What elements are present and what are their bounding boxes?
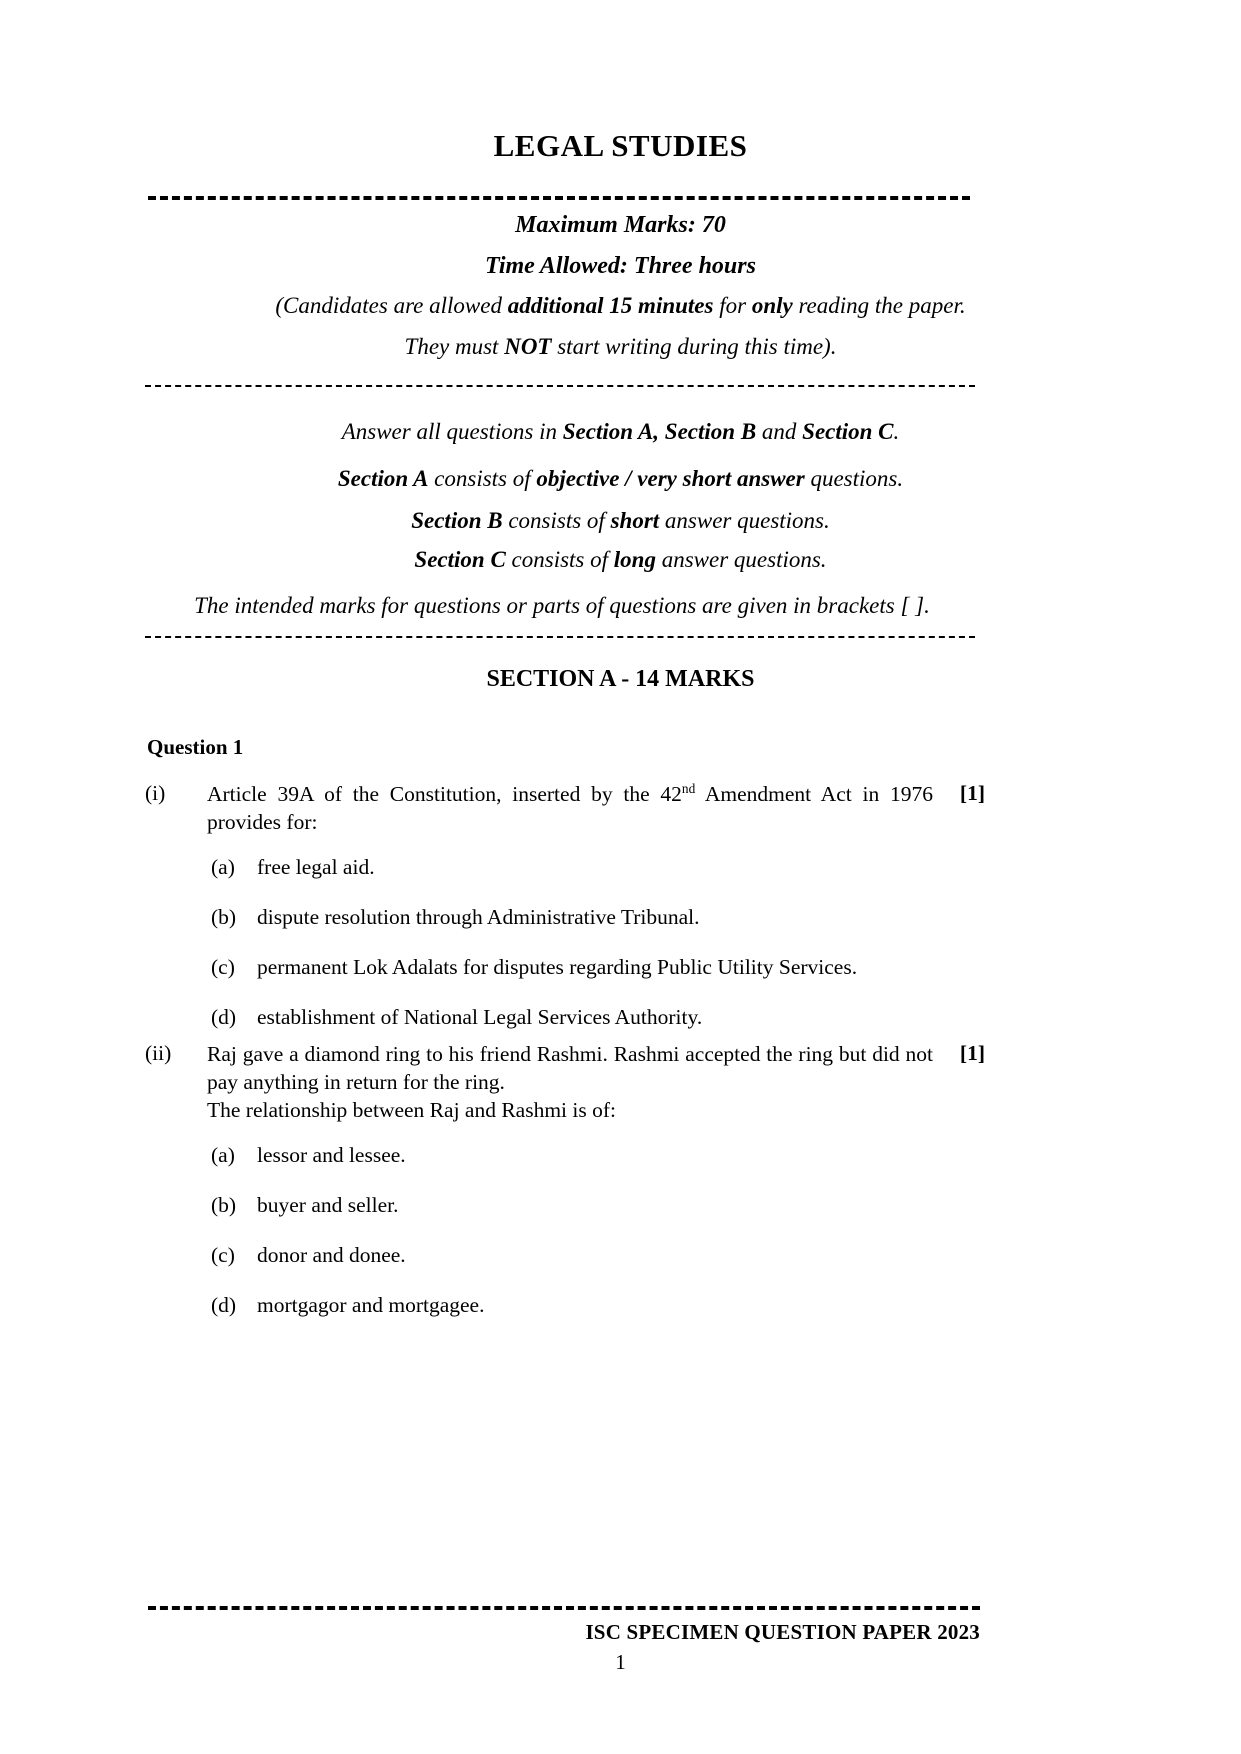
answer-all-text-e: .: [893, 419, 900, 444]
option-text: establishment of National Legal Services Authority.: [257, 1004, 703, 1029]
question-i-mark: [1]: [959, 781, 985, 805]
question-ii-options: [207, 1125, 937, 1318]
candidates-text-1d: only: [751, 293, 793, 318]
section-b-kind: short: [610, 508, 660, 533]
option-text: buyer and seller.: [257, 1192, 399, 1217]
option-item[interactable]: [207, 1243, 933, 1268]
section-c-label: Section C: [414, 547, 506, 572]
question-i-superscript: nd: [681, 780, 696, 796]
question-ii-mark: [1]: [959, 1041, 985, 1065]
option-letter: (c): [211, 954, 235, 979]
candidates-text-1e: reading the paper.: [792, 293, 966, 318]
section-a-kind: objective / very short answer: [536, 466, 805, 491]
option-text: free legal aid.: [257, 854, 375, 879]
candidates-instruction-line-2: [0, 334, 1241, 360]
section-c-mid: consists of: [505, 547, 614, 572]
section-b-end: answer questions.: [659, 508, 830, 533]
question-ii-row: [145, 1041, 985, 1125]
top-divider: [148, 196, 970, 200]
question-i-text-a: Article 39A of the Constitution, inserted by the 42: [207, 782, 682, 806]
question-label: Question 1: [147, 735, 244, 759]
option-letter: (a): [211, 854, 235, 879]
section-b-instruction: [0, 508, 1241, 534]
maximum-marks-line: Maximum Marks: 70: [515, 212, 726, 238]
answer-all-text-c: and: [756, 419, 803, 444]
section-a-label: Section A: [337, 466, 429, 491]
option-item[interactable]: [207, 1293, 933, 1318]
section-a-end: questions.: [804, 466, 904, 491]
option-letter: (c): [211, 1242, 235, 1267]
question-i-body: [207, 781, 937, 837]
candidates-text-1a: (Candidates are allowed: [275, 293, 508, 318]
option-letter: (b): [211, 1192, 237, 1217]
candidates-instruction-line-1: [0, 293, 1241, 319]
question-i-options-row: [145, 837, 985, 1030]
option-letter: (d): [211, 1004, 237, 1029]
section-a-mid: consists of: [428, 466, 537, 491]
option-list: [207, 855, 933, 1030]
header-divider: [145, 385, 975, 387]
option-item[interactable]: [207, 905, 933, 930]
section-b-label: Section B: [411, 508, 503, 533]
question-i-text: [207, 781, 933, 837]
candidates-text-2b: NOT: [504, 334, 552, 359]
option-text: mortgagor and mortgagee.: [257, 1292, 485, 1317]
section-c-instruction: [0, 547, 1241, 573]
option-item[interactable]: [207, 855, 933, 880]
option-letter: (a): [211, 1142, 235, 1167]
section-a-instruction: [0, 466, 1241, 492]
answer-all-text-d: Section C: [802, 419, 894, 444]
page-title: LEGAL STUDIES: [493, 128, 748, 163]
section-c-kind: long: [613, 547, 656, 572]
section-heading: SECTION A - 14 MARKS: [486, 666, 755, 692]
answer-all-instruction: [0, 419, 1241, 445]
option-item[interactable]: [207, 1005, 933, 1030]
option-list: [207, 1143, 933, 1318]
question-i-number: (i): [145, 781, 166, 805]
instructions-divider: [145, 636, 975, 638]
option-text: dispute resolution through Administrative Tribunal.: [257, 904, 700, 929]
question-item-ii: [145, 1041, 985, 1318]
answer-all-text-b: Section A, Section B: [562, 419, 757, 444]
question-i-row: [145, 781, 985, 837]
question-i-options: [207, 837, 937, 1030]
question-ii-text-follow: The relationship between Raj and Rashmi is of:: [207, 1097, 617, 1122]
option-item[interactable]: [207, 1143, 933, 1168]
option-text: lessor and lessee.: [257, 1142, 406, 1167]
option-item[interactable]: [207, 955, 933, 980]
candidates-text-1c: for: [713, 293, 752, 318]
option-letter: (d): [211, 1292, 237, 1317]
question-ii-body: [207, 1041, 937, 1125]
time-allowed-line: Time Allowed: Three hours: [485, 253, 756, 279]
question-item-i: [145, 781, 985, 1030]
question-ii-text: Raj gave a diamond ring to his friend Rashmi. Rashmi accepted the ring but did not pay anything in return for the ring.: [207, 1042, 933, 1094]
section-b-mid: consists of: [502, 508, 611, 533]
intended-marks-instruction: The intended marks for questions or parts of questions are given in brackets [ ].: [194, 593, 930, 618]
footer-divider: [148, 1606, 980, 1610]
candidates-text-2a: They must: [404, 334, 505, 359]
option-item[interactable]: [207, 1193, 933, 1218]
question-i-text-b: Amendment Act in 1976 provides for:: [207, 782, 933, 834]
candidates-text-1b: additional 15 minutes: [507, 293, 714, 318]
option-text: donor and donee.: [257, 1242, 406, 1267]
footer-organisation: ISC SPECIMEN QUESTION PAPER 2023: [585, 1620, 980, 1644]
question-ii-options-row: [145, 1125, 985, 1318]
option-letter: (b): [211, 904, 237, 929]
section-c-end: answer questions.: [655, 547, 827, 572]
candidates-text-2c: start writing during this time).: [551, 334, 837, 359]
footer-page-number: 1: [615, 1650, 626, 1674]
answer-all-text-a: Answer all questions in: [341, 419, 563, 444]
question-ii-number: (ii): [145, 1041, 172, 1065]
option-text: permanent Lok Adalats for disputes regarding Public Utility Services.: [257, 954, 858, 979]
